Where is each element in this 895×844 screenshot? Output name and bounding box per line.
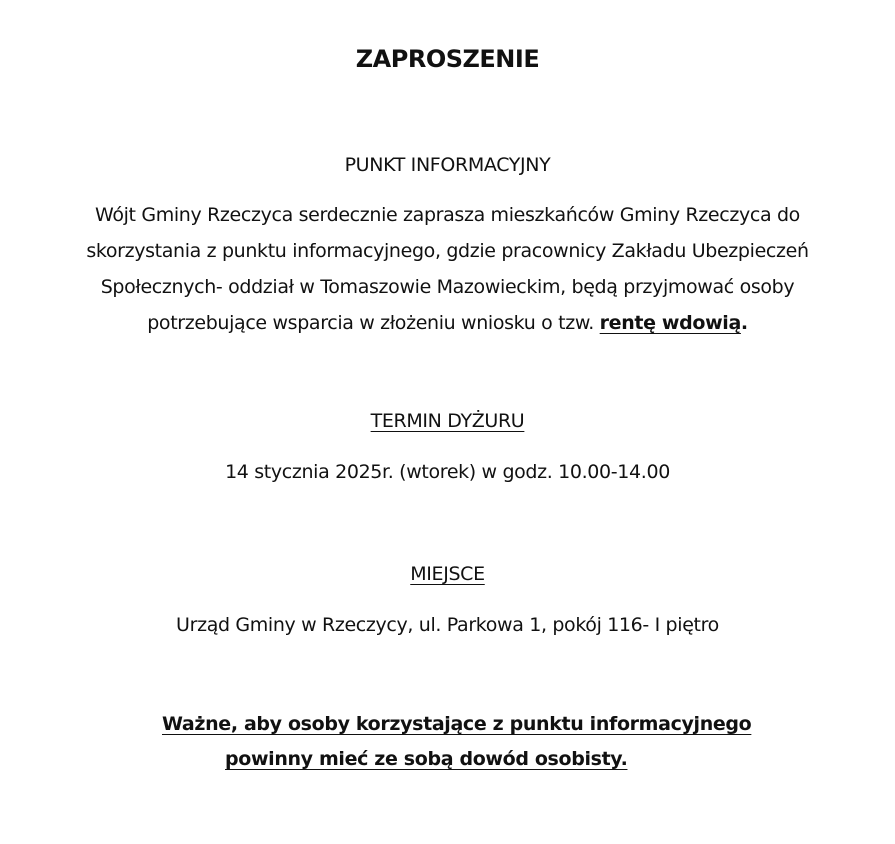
place-text: Urząd Gminy w Rzeczycy, ul. Parkowa 1, pokój 116- I piętro [176,614,719,636]
body-line-4-text: potrzebujące wsparcia w złożeniu wniosku o tzw. [147,312,600,334]
duty-time-text: 14 stycznia 2025r. (wtorek) w godz. 10.00-14.00 [225,461,670,483]
section-heading-place [0,562,895,586]
section-heading-info-point: PUNKT INFORMACYJNY [344,154,551,176]
page-title: ZAPROSZENIE [355,45,540,73]
body-line-3: Społecznych- oddział w Tomaszowie Mazowieckim, będą przyjmować osoby [100,276,795,298]
important-note-line-1: Ważne, aby osoby korzystające z punktu informacyjnego [162,713,752,735]
body-line-4-period: . [740,312,748,334]
important-note-line-2: powinny mieć ze sobą dowód osobisty. [225,748,628,770]
place-heading-text: MIEJSCE [410,563,485,585]
emphasis-widow-pension: rentę wdowią [599,312,741,334]
section-heading-duty-time [0,409,895,433]
body-line-2: skorzystania z punktu informacyjnego, gdzie pracownicy Zakładu Ubezpieczeń [86,240,809,262]
duty-time-heading-text: TERMIN DYŻURU [370,410,525,432]
body-line-4 [0,311,895,335]
body-line-1: Wójt Gminy Rzeczyca serdecznie zaprasza mieszkańców Gminy Rzeczyca do [95,204,800,226]
